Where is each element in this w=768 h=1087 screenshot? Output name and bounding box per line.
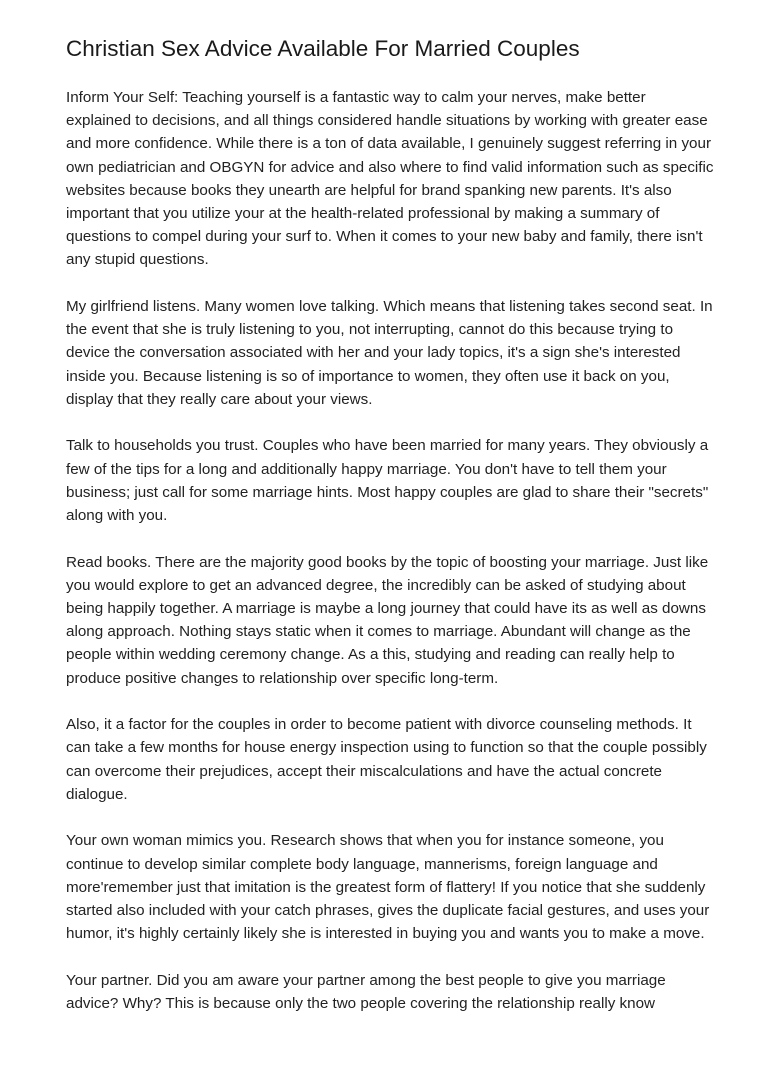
paragraph-woman-mimics: Your own woman mimics you. Research shows that when you for instance someone, you continue to develop similar complete body language, mannerisms, foreign language and more'remember just that imitation is the greatest form of flattery! If you notice that she suddenly started also included with your catch phrases, gives the duplicate facial gestures, and uses your humor, it's highly certainly likely she is interested in buying you and wants you to make a move. [66,832,710,943]
paragraph-read-books: Read books. There are the majority good books by the topic of boosting your marriage. Just like you would explore to get an advanced degree, the incredibly can be asked of studying about being happily together. A marriage is maybe a long journey that could have its as well as downs along approach. Nothing stays static when it comes to marriage. Abundant will change as the people within wedding ceremony change. As a this, studying and reading can really help to produce positive changes to relationship over specific long-term. [66,553,709,687]
document-page [66,34,714,1039]
paragraph-girlfriend-listens: My girlfriend listens. Many women love talking. Which means that listening takes second seat. In the event that she is truly listening to you, not interrupting, cannot do this because trying to device the conversation associated with her and your lady topics, it's a sign she's interested inside you. Because listening is so of importance to women, they often use it back on you, display that they really care about your views. [66,298,713,408]
paragraph-divorce-counseling: Also, it a factor for the couples in order to become patient with divorce counseling methods. It can take a few months for house energy inspection using to function so that the couple possibly can overcome their prejudices, accept their miscalculations and have the actual concrete dialogue. [66,716,707,803]
paragraph-talk-to-households: Talk to households you trust. Couples who have been married for many years. They obviously a few of the tips for a long and additionally happy marriage. You don't have to tell them your business; just call for some marriage hints. Most happy couples are glad to share their "secrets" along with you. [66,437,709,525]
paragraph-your-partner: Your partner. Did you am aware your partner among the best people to give you marriage advice? Why? This is because only the two people covering the relationship really know [66,971,666,1013]
paragraph-inform-yourself: Inform Your Self: Teaching yourself is a fantastic way to calm your nerves, make better explained to decisions, and all things considered handle situations by working with greater ease and more confidence. While there is a ton of data available, I genuinely suggest referring in your own pediatrician and OBGYN for advice and also where to find valid information such as specific websites because books they unearth are helpful for brand spanking new parents. It's also important that you utilize your at the health-related professional by making a summary of questions to compel during your surf to. When it comes to your new baby and family, there isn't any stupid questions. [66,89,714,269]
document-title: Christian Sex Advice Available For Married Couples [66,36,580,61]
